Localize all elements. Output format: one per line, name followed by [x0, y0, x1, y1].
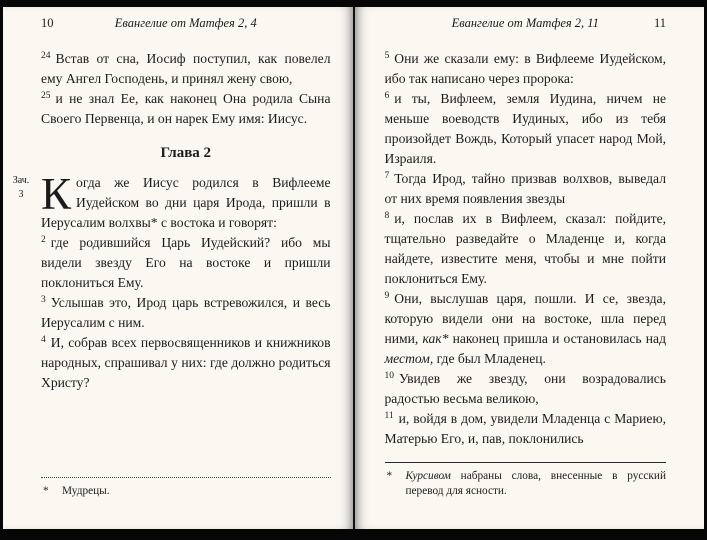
verse: 4 И, собрав всех первосвященников и книжников народных, спрашивал у них: где должно родиться Христу? — [41, 335, 331, 390]
zachalo-label: Зач. — [12, 175, 30, 186]
right-page — [355, 7, 705, 529]
verse-text: Они, выслушав царя, пошли. И се, звезда, которую видели они на востоке, шла перед ними, как* наконец пришла и остановилась над местом, где был Младенец. — [384, 291, 666, 366]
left-verses-top — [41, 49, 331, 129]
verse: 3 Услышав это, Ирод царь встревожился, и весь Иерусалим с ним. — [41, 295, 331, 330]
verse: 10 Увидев же звезду, они возрадовались радостью весьма великою, — [384, 371, 666, 406]
verse-text: где родившийся Царь Иудейский? ибо мы видели звезду Его на востоке и пришли поклониться Ему. — [41, 235, 331, 290]
left-page — [3, 7, 355, 529]
left-running-title: Евангелие от Матфея 2, 4 — [114, 16, 257, 30]
zachalo-number: 3 — [18, 189, 24, 200]
verse: 5 Они же сказали ему: в Вифлееме Иудейском, ибо так написано через пророка: — [384, 51, 666, 86]
book-spread — [3, 7, 704, 529]
footnote-body — [385, 469, 667, 499]
right-running-title: Евангелие от Матфея 2, 11 — [451, 16, 599, 30]
footnote-rule-solid — [385, 462, 667, 463]
verse: 2 где родившийся Царь Иудейский? ибо мы видели звезду Его на востоке и пришли поклониться Ему. — [41, 235, 331, 290]
right-page-header — [385, 16, 667, 34]
right-page-number: 11 — [653, 16, 666, 30]
verse: 8 и, послав их в Вифлеем, сказал: пойдите, тщательно разведайте о Младенце и, когда найдете, известите меня, чтобы и мне пойти поклониться Ему. — [384, 211, 666, 286]
right-verses — [385, 49, 667, 449]
verse: 24 Встав от сна, Иосиф поступил, как повелел ему Ангел Господень, и принял жену свою, — [41, 51, 331, 86]
footnote-body — [41, 484, 331, 499]
zachalo-margin-note — [8, 174, 34, 202]
verse-text: И, собрав всех первосвященников и книжников народных, спрашивал у них: где должно родиться Христу? — [41, 335, 331, 390]
left-page-header — [41, 16, 331, 34]
verse: 6 и ты, Вифлеем, земля Иудина, ничем не меньше воеводств Иудиных, ибо из тебя произойдет Вождь, Который упасет народ Мой, Израиля. — [384, 91, 666, 166]
verse: 7 Тогда Ирод, тайно призвав волхвов, выведал от них время появления звезды — [384, 171, 666, 206]
footnote-marker: * — [386, 470, 393, 482]
verse-text: Встав от сна, Иосиф поступил, как повелел ему Ангел Господень, и принял жену свою, — [41, 51, 331, 86]
footnote-text: Мудрецы. — [62, 485, 110, 497]
left-page-number: 10 — [41, 16, 54, 30]
verse: 9 Они, выслушав царя, пошли. И се, звезда, которую видели они на востоке, шла перед ними, как* наконец пришла и остановилась над местом, где был Младенец. — [384, 291, 666, 366]
left-footnote — [41, 477, 331, 499]
verse-text: Тогда Ирод, тайно призвав волхвов, выведал от них время появления звезды — [384, 171, 666, 206]
verse-text: Они же сказали ему: в Вифлееме Иудейском, ибо так написано через пророка: — [384, 51, 666, 86]
footnote-rule-dotted — [41, 477, 331, 478]
verse-text: Увидев же звезду, они возрадовались радостью весьма великою, — [384, 371, 666, 406]
footnote-text: Курсивом набраны слова, внесенные в русский перевод для ясности. — [405, 470, 666, 497]
verse: 25 и не знал Ее, как наконец Она родила Сына Своего Первенца, и он нарек Ему имя: Иисус. — [41, 91, 331, 126]
verse-text: огда же Иисус родился в Вифлееме Иудейском во дни царя Ирода, пришли в Иерусалим волхвы* с востока и говорят: — [41, 175, 331, 230]
verse-text: и, послав их в Вифлеем, сказал: пойдите, тщательно разведайте о Младенце и, когда найдете, известите меня, чтобы и мне пойти поклониться Ему. — [384, 211, 666, 286]
verse-text: и не знал Ее, как наконец Она родила Сына Своего Первенца, и он нарек Ему имя: Иисус. — [41, 91, 331, 126]
right-footnote — [385, 462, 667, 499]
right-page-content — [355, 7, 705, 449]
verse-text: Услышав это, Ирод царь встревожился, и весь Иерусалим с ним. — [41, 295, 331, 330]
chapter-heading: Глава 2 — [160, 145, 212, 161]
verse-text: и ты, Вифлеем, земля Иудина, ничем не меньше воеводств Иудиных, ибо из тебя произойдет Вождь, Который упасет народ Мой, Израиля. — [384, 91, 666, 166]
verse-text: и, войдя в дом, увидели Младенца с Мариею, Матерью Его, и, пав, поклонились — [384, 411, 666, 446]
verse-1-dropcap-paragraph — [12, 169, 331, 233]
left-verses-bottom — [41, 233, 331, 393]
dropcap-letter: К — [41, 169, 72, 219]
footnote-marker: * — [43, 485, 49, 497]
left-page-content — [3, 7, 353, 393]
verse: 11 и, войдя в дом, увидели Младенца с Мариею, Матерью Его, и, пав, поклонились — [384, 411, 666, 446]
